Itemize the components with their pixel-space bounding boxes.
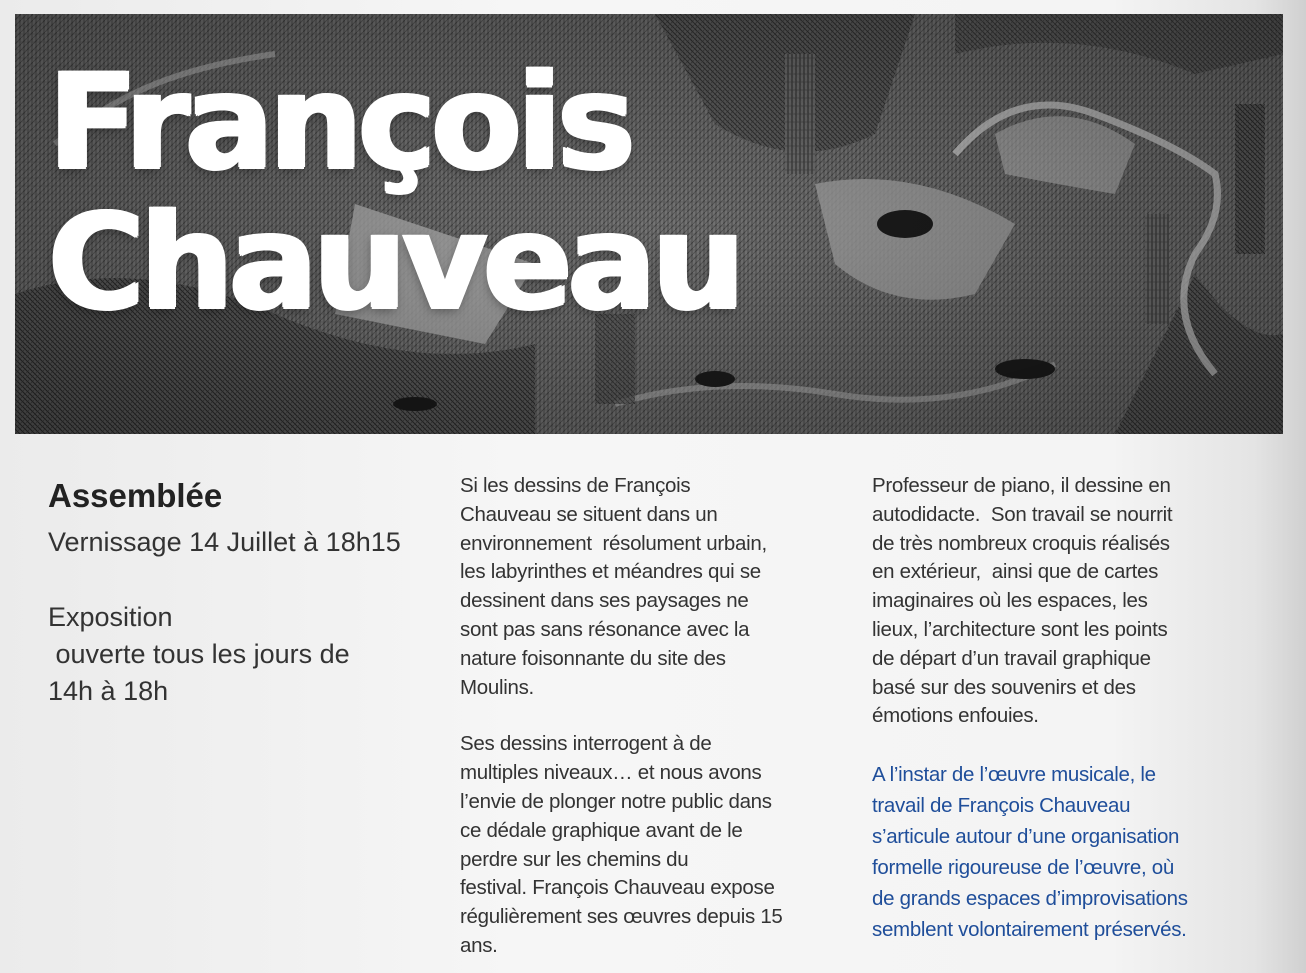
text-line: dessinent dans ses paysages ne [460,589,749,613]
text-line: en extérieur, ainsi que de cartes [872,560,1159,584]
text-line: nature foisonnante du site des [460,646,726,670]
text-line: lieux, l’architecture sont les points [872,617,1168,641]
text-line: A l’instar de l’œuvre musicale, le [872,763,1156,787]
text-line: multiples niveaux… et nous avons [460,761,762,785]
text-line: Moulins. [460,675,534,699]
paragraph-3 [872,472,1264,731]
text-line: basé sur des souvenirs et des [872,675,1136,699]
description-column-2 [872,470,1264,945]
event-info-column [48,470,408,710]
text-line: semblent volontairement préservés. [872,918,1187,942]
opening-hours-line-2: 14h à 18h [48,676,169,707]
text-line: formelle rigoureuse de l’œuvre, où [872,856,1174,880]
text-line: régulièrement ses œuvres depuis 15 [460,905,783,929]
text-line: autodidacte. Son travail se nourrit [872,502,1173,526]
text-line: l’envie de plonger notre public dans [460,789,772,813]
text-line: perdre sur les chemins du [460,847,689,871]
text-line: de grands espaces d’improvisations [872,887,1188,911]
text-line: Chauveau se situent dans un [460,502,718,526]
paragraph-1 [460,472,852,702]
text-line: ans. [460,933,498,957]
text-line: s’articule autour d’une organisation [872,825,1180,849]
exposition-label: Exposition [48,602,173,633]
text-line: les labyrinthes et méandres qui se [460,560,761,584]
text-line: travail de François Chauveau [872,794,1131,818]
text-line: imaginaires où les espaces, les [872,589,1148,613]
paragraph-2 [460,730,852,960]
text-line: Si les dessins de François [460,474,691,497]
opening-hours-line-1: ouverte tous les jours de [48,639,350,670]
text-line: festival. François Chauveau expose [460,876,775,900]
text-line: sont pas sans résonance avec la [460,617,750,641]
text-line: Professeur de piano, il dessine en [872,474,1171,497]
text-line: de très nombreux croquis réalisés [872,531,1170,555]
description-column-1 [460,470,852,961]
text-line: de départ d’un travail graphique [872,646,1151,670]
text-line: émotions enfouies. [872,704,1039,728]
title-line-1: François [47,45,630,199]
event-name: Assemblée [48,477,223,514]
text-line: ce dédale graphique avant de le [460,818,743,842]
title-line-2: Chauveau [47,185,740,339]
text-line: Ses dessins interrogent à de [460,732,712,756]
banner-artwork [15,14,1283,434]
artist-name-title [47,45,740,339]
vernissage-date: Vernissage 14 Juillet à 18h15 [48,527,401,558]
paragraph-4-highlighted [872,759,1264,945]
text-line: environnement résolument urbain, [460,531,767,555]
